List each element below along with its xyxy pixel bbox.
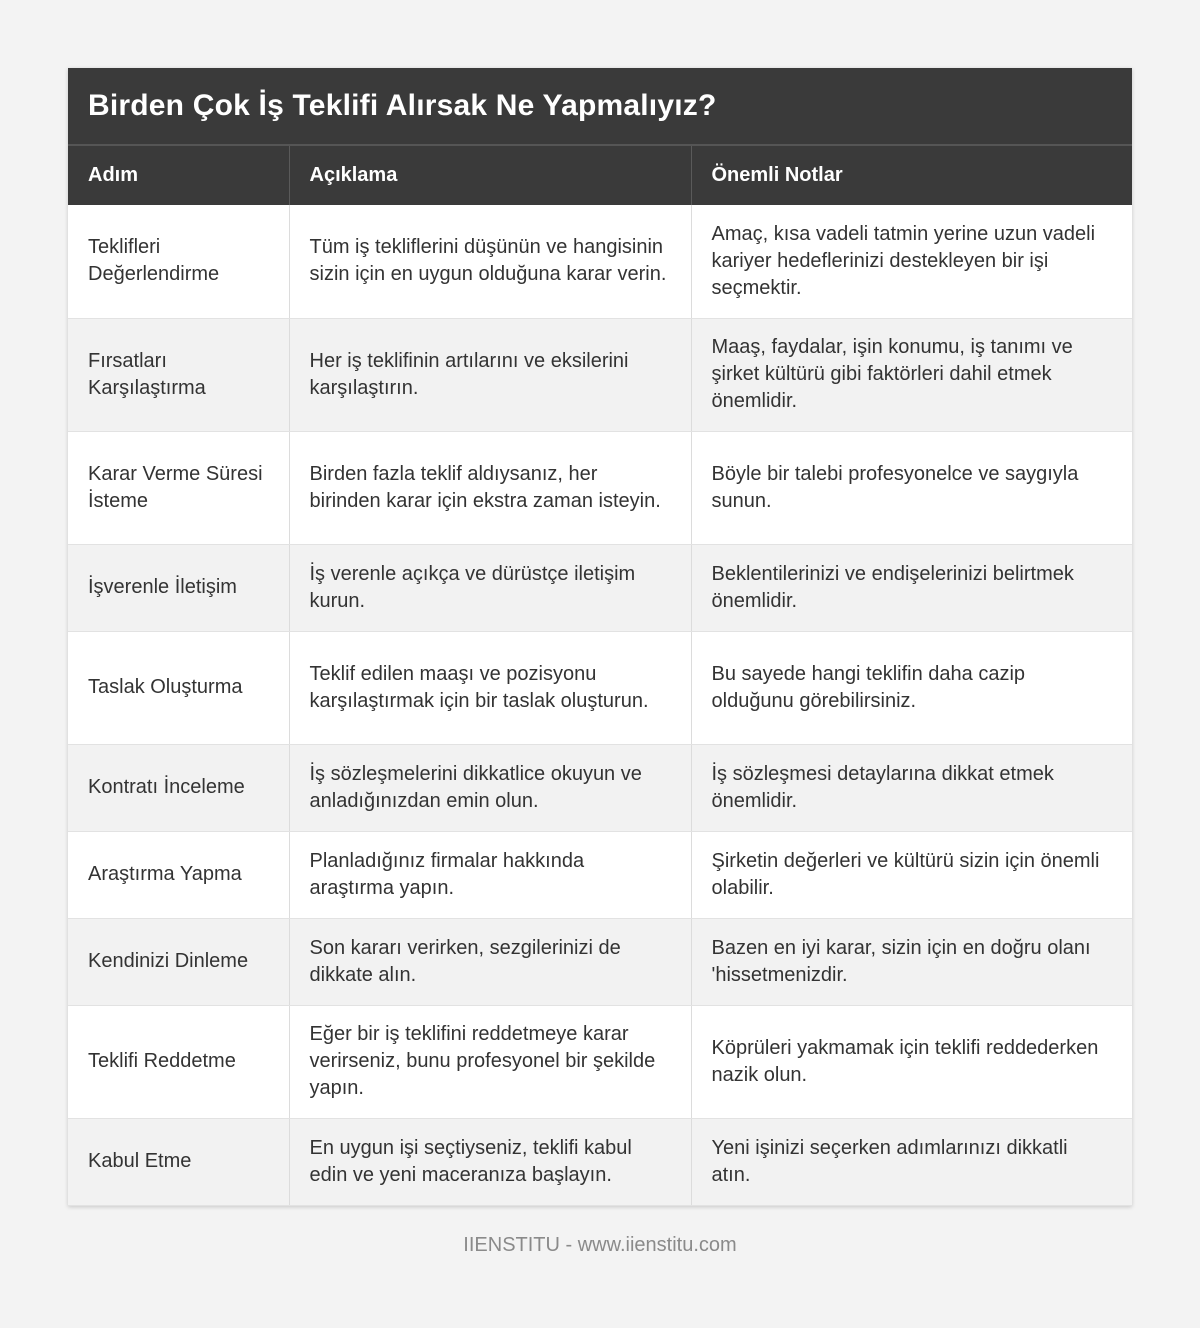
column-header-notes: Önemli Notlar [691,145,1132,205]
step-cell: Teklifi Reddetme [68,1005,289,1118]
notes-cell: İş sözleşmesi detaylarına dikkat etmek önemlidir. [691,744,1132,831]
table-row [68,1118,1132,1205]
notes-cell: Yeni işinizi seçerken adımlarınızı dikkatli atın. [691,1118,1132,1205]
notes-cell: Şirketin değerleri ve kültürü sizin için önemli olabilir. [691,831,1132,918]
description-cell: Teklif edilen maaşı ve pozisyonu karşılaştırmak için bir taslak oluşturun. [289,631,691,744]
table-header-row [68,145,1132,205]
step-cell: Fırsatları Karşılaştırma [68,318,289,431]
description-cell: İş verenle açıkça ve dürüstçe iletişim kurun. [289,544,691,631]
notes-cell: Köprüleri yakmamak için teklifi reddederken nazik olun. [691,1005,1132,1118]
step-cell: Kontratı İnceleme [68,744,289,831]
table-row [68,631,1132,744]
table-row [68,831,1132,918]
title-bar [68,68,1132,144]
column-header-description: Açıklama [289,145,691,205]
step-cell: Teklifleri Değerlendirme [68,205,289,318]
notes-cell: Maaş, faydalar, işin konumu, iş tanımı ve şirket kültürü gibi faktörleri dahil etmek önemlidir. [691,318,1132,431]
step-cell: İşverenle İletişim [68,544,289,631]
steps-table [68,144,1132,1206]
description-cell: Birden fazla teklif aldıysanız, her birinden karar için ekstra zaman isteyin. [289,431,691,544]
notes-cell: Bazen en iyi karar, sizin için en doğru olanı 'hissetmenizdir. [691,918,1132,1005]
notes-cell: Beklentilerinizi ve endişelerinizi belirtmek önemlidir. [691,544,1132,631]
table-row [68,431,1132,544]
description-cell: İş sözleşmelerini dikkatlice okuyun ve anladığınızdan emin olun. [289,744,691,831]
table-card [68,68,1132,1206]
notes-cell: Böyle bir talebi profesyonelce ve saygıyla sunun. [691,431,1132,544]
description-cell: Eğer bir iş teklifini reddetmeye karar verirseniz, bunu profesyonel bir şekilde yapın. [289,1005,691,1118]
notes-cell: Amaç, kısa vadeli tatmin yerine uzun vadeli kariyer hedeflerinizi destekleyen bir işi seçmektir. [691,205,1132,318]
step-cell: Kabul Etme [68,1118,289,1205]
description-cell: Son kararı verirken, sezgilerinizi de dikkate alın. [289,918,691,1005]
step-cell: Karar Verme Süresi İsteme [68,431,289,544]
notes-cell: Bu sayede hangi teklifin daha cazip olduğunu görebilirsiniz. [691,631,1132,744]
description-cell: En uygun işi seçtiyseniz, teklifi kabul edin ve yeni maceranıza başlayın. [289,1118,691,1205]
description-cell: Her iş teklifinin artılarını ve eksilerini karşılaştırın. [289,318,691,431]
column-header-step: Adım [68,145,289,205]
table-row [68,918,1132,1005]
table-row [68,318,1132,431]
table-row [68,744,1132,831]
table-row [68,544,1132,631]
table-row [68,205,1132,318]
step-cell: Kendinizi Dinleme [68,918,289,1005]
page-title: Birden Çok İş Teklifi Alırsak Ne Yapmalıyız? [88,89,717,122]
description-cell: Planladığınız firmalar hakkında araştırma yapın. [289,831,691,918]
step-cell: Araştırma Yapma [68,831,289,918]
table-row [68,1005,1132,1118]
step-cell: Taslak Oluşturma [68,631,289,744]
description-cell: Tüm iş tekliflerini düşünün ve hangisinin sizin için en uygun olduğuna karar verin. [289,205,691,318]
footer-credit: IIENSTITU - www.iienstitu.com [463,1234,737,1256]
